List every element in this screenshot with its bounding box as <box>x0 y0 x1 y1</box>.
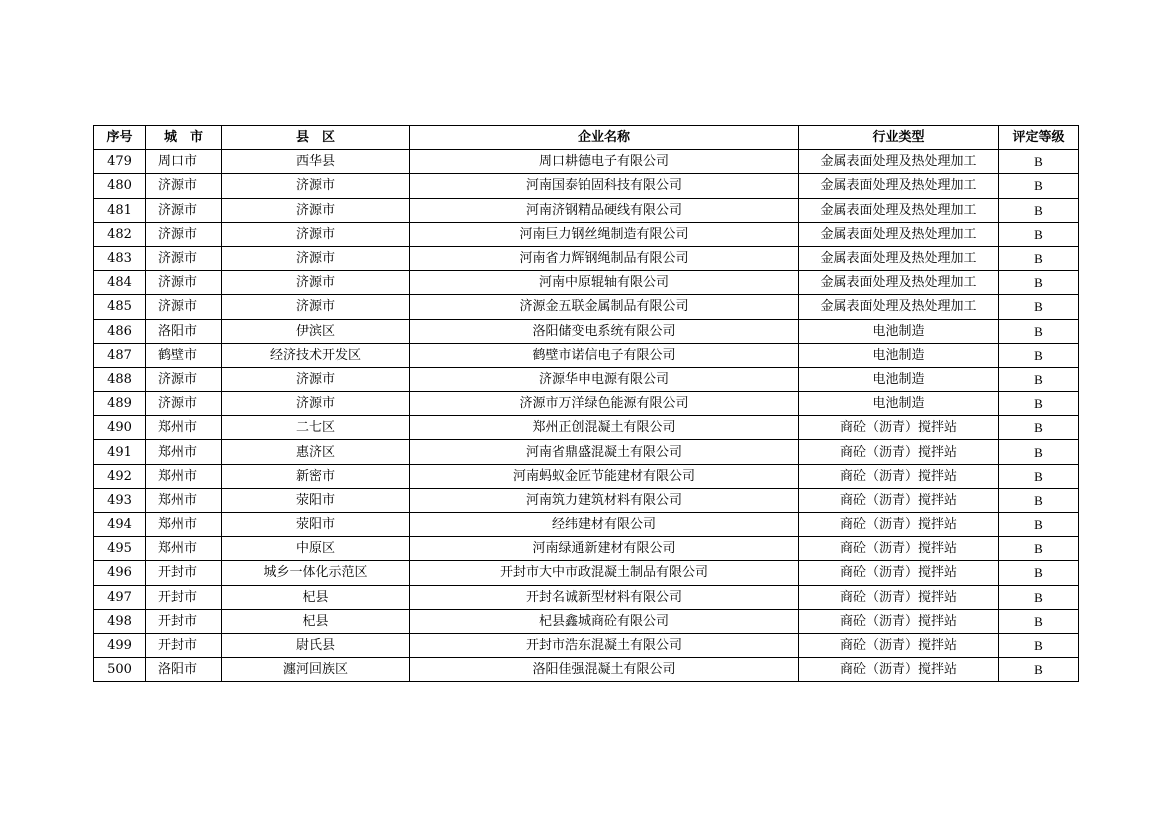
cell-county: 济源市 <box>222 367 410 391</box>
cell-grade: B <box>999 246 1079 270</box>
cell-company: 经纬建材有限公司 <box>410 513 799 537</box>
cell-index: 498 <box>94 609 146 633</box>
cell-grade: B <box>999 464 1079 488</box>
cell-city: 郑州市 <box>146 537 222 561</box>
cell-city: 郑州市 <box>146 416 222 440</box>
cell-industry: 金属表面处理及热处理加工 <box>799 174 999 198</box>
header-county: 县 区 <box>222 126 410 150</box>
cell-county: 尉氏县 <box>222 633 410 657</box>
cell-grade: B <box>999 609 1079 633</box>
cell-city: 开封市 <box>146 585 222 609</box>
cell-index: 494 <box>94 513 146 537</box>
cell-county: 济源市 <box>222 295 410 319</box>
cell-industry: 商砼（沥青）搅拌站 <box>799 561 999 585</box>
cell-industry: 商砼（沥青）搅拌站 <box>799 513 999 537</box>
cell-index: 489 <box>94 392 146 416</box>
cell-county: 杞县 <box>222 609 410 633</box>
cell-company: 洛阳储变电系统有限公司 <box>410 319 799 343</box>
cell-industry: 电池制造 <box>799 343 999 367</box>
cell-index: 500 <box>94 658 146 682</box>
cell-industry: 电池制造 <box>799 367 999 391</box>
cell-county: 惠济区 <box>222 440 410 464</box>
cell-city: 郑州市 <box>146 513 222 537</box>
cell-grade: B <box>999 513 1079 537</box>
cell-county: 西华县 <box>222 150 410 174</box>
cell-city: 济源市 <box>146 246 222 270</box>
enterprise-rating-table <box>93 125 1079 682</box>
cell-index: 483 <box>94 246 146 270</box>
cell-city: 开封市 <box>146 609 222 633</box>
cell-grade: B <box>999 271 1079 295</box>
cell-industry: 金属表面处理及热处理加工 <box>799 150 999 174</box>
cell-index: 479 <box>94 150 146 174</box>
cell-industry: 商砼（沥青）搅拌站 <box>799 416 999 440</box>
cell-city: 洛阳市 <box>146 319 222 343</box>
cell-grade: B <box>999 585 1079 609</box>
cell-grade: B <box>999 174 1079 198</box>
cell-company: 鹤壁市诺信电子有限公司 <box>410 343 799 367</box>
cell-county: 荥阳市 <box>222 488 410 512</box>
cell-grade: B <box>999 440 1079 464</box>
header-index: 序号 <box>94 126 146 150</box>
cell-grade: B <box>999 295 1079 319</box>
cell-index: 480 <box>94 174 146 198</box>
cell-index: 499 <box>94 633 146 657</box>
table-row <box>94 585 1079 609</box>
table-row <box>94 198 1079 222</box>
cell-grade: B <box>999 343 1079 367</box>
table-row <box>94 537 1079 561</box>
cell-index: 496 <box>94 561 146 585</box>
cell-county: 城乡一体化示范区 <box>222 561 410 585</box>
cell-industry: 金属表面处理及热处理加工 <box>799 271 999 295</box>
cell-company: 济源金五联金属制品有限公司 <box>410 295 799 319</box>
cell-county: 二七区 <box>222 416 410 440</box>
cell-index: 484 <box>94 271 146 295</box>
table-row <box>94 633 1079 657</box>
cell-city: 洛阳市 <box>146 658 222 682</box>
table-row <box>94 561 1079 585</box>
cell-city: 郑州市 <box>146 464 222 488</box>
cell-grade: B <box>999 416 1079 440</box>
table-row <box>94 392 1079 416</box>
cell-city: 开封市 <box>146 633 222 657</box>
cell-index: 492 <box>94 464 146 488</box>
cell-city: 济源市 <box>146 295 222 319</box>
cell-index: 493 <box>94 488 146 512</box>
cell-city: 开封市 <box>146 561 222 585</box>
cell-company: 开封名诚新型材料有限公司 <box>410 585 799 609</box>
cell-county: 瀍河回族区 <box>222 658 410 682</box>
cell-industry: 电池制造 <box>799 392 999 416</box>
cell-company: 河南中原辊轴有限公司 <box>410 271 799 295</box>
cell-county: 济源市 <box>222 198 410 222</box>
cell-grade: B <box>999 633 1079 657</box>
cell-county: 济源市 <box>222 392 410 416</box>
cell-index: 490 <box>94 416 146 440</box>
cell-grade: B <box>999 367 1079 391</box>
cell-industry: 商砼（沥青）搅拌站 <box>799 488 999 512</box>
cell-city: 济源市 <box>146 198 222 222</box>
cell-index: 486 <box>94 319 146 343</box>
cell-index: 495 <box>94 537 146 561</box>
cell-index: 482 <box>94 222 146 246</box>
cell-industry: 金属表面处理及热处理加工 <box>799 246 999 270</box>
cell-industry: 金属表面处理及热处理加工 <box>799 222 999 246</box>
cell-company: 济源华申电源有限公司 <box>410 367 799 391</box>
table-row <box>94 319 1079 343</box>
cell-grade: B <box>999 150 1079 174</box>
cell-company: 洛阳佳强混凝土有限公司 <box>410 658 799 682</box>
cell-company: 河南蚂蚁金匠节能建材有限公司 <box>410 464 799 488</box>
cell-industry: 商砼（沥青）搅拌站 <box>799 633 999 657</box>
cell-grade: B <box>999 658 1079 682</box>
cell-industry: 商砼（沥青）搅拌站 <box>799 658 999 682</box>
cell-company: 河南济钢精品硬线有限公司 <box>410 198 799 222</box>
cell-county: 中原区 <box>222 537 410 561</box>
cell-city: 济源市 <box>146 271 222 295</box>
header-city: 城 市 <box>146 126 222 150</box>
cell-city: 济源市 <box>146 174 222 198</box>
cell-industry: 金属表面处理及热处理加工 <box>799 198 999 222</box>
cell-company: 河南省力辉钢绳制品有限公司 <box>410 246 799 270</box>
cell-county: 新密市 <box>222 464 410 488</box>
table-row <box>94 295 1079 319</box>
cell-industry: 商砼（沥青）搅拌站 <box>799 537 999 561</box>
cell-grade: B <box>999 488 1079 512</box>
table-row <box>94 367 1079 391</box>
cell-company: 河南筑力建筑材料有限公司 <box>410 488 799 512</box>
cell-county: 济源市 <box>222 246 410 270</box>
table-row <box>94 609 1079 633</box>
cell-company: 河南省鼎盛混凝土有限公司 <box>410 440 799 464</box>
cell-index: 491 <box>94 440 146 464</box>
cell-grade: B <box>999 222 1079 246</box>
table-row <box>94 416 1079 440</box>
cell-company: 河南巨力钢丝绳制造有限公司 <box>410 222 799 246</box>
table-row <box>94 464 1079 488</box>
cell-index: 497 <box>94 585 146 609</box>
table-row <box>94 513 1079 537</box>
cell-company: 济源市万洋绿色能源有限公司 <box>410 392 799 416</box>
cell-company: 周口耕德电子有限公司 <box>410 150 799 174</box>
table-header-row <box>94 126 1079 150</box>
cell-city: 郑州市 <box>146 488 222 512</box>
table-row <box>94 271 1079 295</box>
cell-grade: B <box>999 392 1079 416</box>
header-industry: 行业类型 <box>799 126 999 150</box>
cell-company: 河南国泰铂固科技有限公司 <box>410 174 799 198</box>
cell-county: 济源市 <box>222 174 410 198</box>
table-row <box>94 658 1079 682</box>
cell-grade: B <box>999 198 1079 222</box>
cell-county: 荥阳市 <box>222 513 410 537</box>
cell-industry: 金属表面处理及热处理加工 <box>799 295 999 319</box>
cell-county: 伊滨区 <box>222 319 410 343</box>
cell-county: 济源市 <box>222 222 410 246</box>
table-row <box>94 222 1079 246</box>
header-grade: 评定等级 <box>999 126 1079 150</box>
cell-index: 485 <box>94 295 146 319</box>
table-row <box>94 440 1079 464</box>
cell-company: 杞县鑫城商砼有限公司 <box>410 609 799 633</box>
table-row <box>94 150 1079 174</box>
table-row <box>94 343 1079 367</box>
cell-industry: 商砼（沥青）搅拌站 <box>799 609 999 633</box>
cell-company: 开封市浩东混凝土有限公司 <box>410 633 799 657</box>
cell-county: 济源市 <box>222 271 410 295</box>
cell-index: 488 <box>94 367 146 391</box>
cell-industry: 电池制造 <box>799 319 999 343</box>
cell-company: 开封市大中市政混凝土制品有限公司 <box>410 561 799 585</box>
cell-company: 郑州正创混凝土有限公司 <box>410 416 799 440</box>
cell-grade: B <box>999 561 1079 585</box>
cell-industry: 商砼（沥青）搅拌站 <box>799 585 999 609</box>
table-row <box>94 488 1079 512</box>
cell-county: 经济技术开发区 <box>222 343 410 367</box>
table-row <box>94 174 1079 198</box>
cell-city: 济源市 <box>146 367 222 391</box>
cell-industry: 商砼（沥青）搅拌站 <box>799 440 999 464</box>
cell-company: 河南绿通新建材有限公司 <box>410 537 799 561</box>
cell-city: 周口市 <box>146 150 222 174</box>
cell-grade: B <box>999 537 1079 561</box>
table-row <box>94 246 1079 270</box>
cell-city: 鹤壁市 <box>146 343 222 367</box>
cell-index: 487 <box>94 343 146 367</box>
cell-city: 济源市 <box>146 222 222 246</box>
cell-city: 济源市 <box>146 392 222 416</box>
cell-county: 杞县 <box>222 585 410 609</box>
cell-index: 481 <box>94 198 146 222</box>
cell-industry: 商砼（沥青）搅拌站 <box>799 464 999 488</box>
cell-city: 郑州市 <box>146 440 222 464</box>
header-company: 企业名称 <box>410 126 799 150</box>
cell-grade: B <box>999 319 1079 343</box>
